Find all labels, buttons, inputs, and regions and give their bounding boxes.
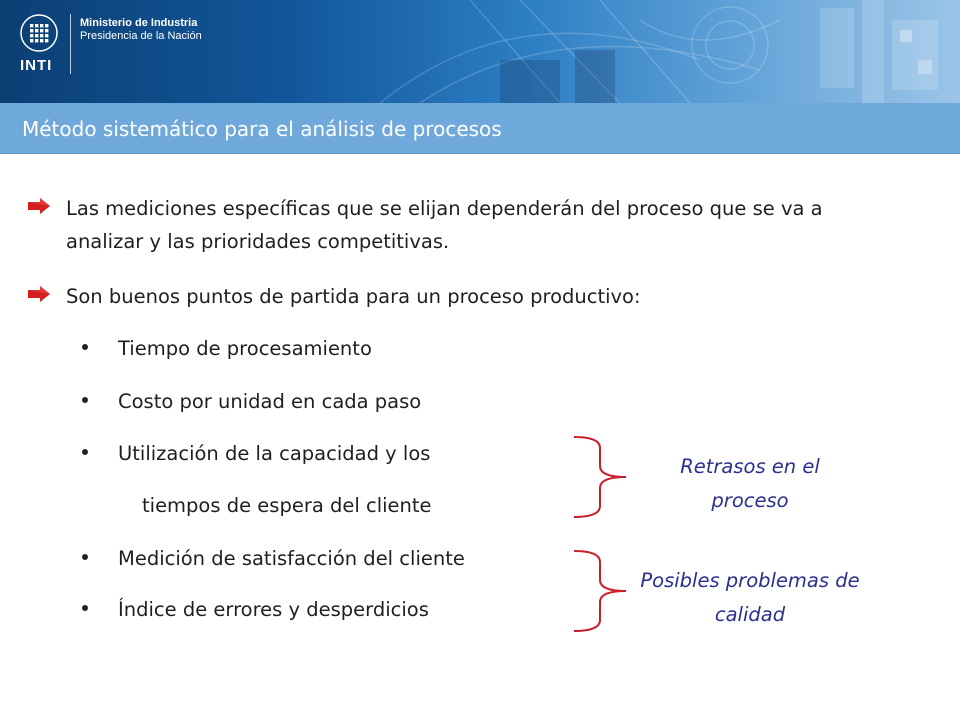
- sub-item: Utilización de la capacidad y los: [118, 442, 431, 465]
- right-brace-icon: [570, 434, 630, 520]
- sub-item: Medición de satisfacción del cliente: [118, 547, 465, 570]
- title-bar: [0, 103, 960, 154]
- annotation-quality: Posibles problemas de calidad: [640, 569, 860, 626]
- sub-bullet-dot: [82, 605, 88, 611]
- sub-item: Índice de errores y desperdicios: [118, 598, 429, 621]
- bullet-paragraph-2: Son buenos puntos de partida para un proceso productivo:: [66, 285, 641, 308]
- annotation-delays: Retrasos en el proceso: [680, 455, 820, 512]
- red-arrow-bullet-icon: [28, 198, 50, 214]
- sub-item: Tiempo de procesamiento: [118, 337, 372, 360]
- ministry-line-2: Presidencia de la Nación: [80, 30, 202, 42]
- ministry-line-1: Ministerio de Industria: [80, 17, 198, 29]
- logo-divider: [70, 14, 71, 74]
- sub-item-continuation: tiempos de espera del cliente: [142, 494, 432, 517]
- right-brace-icon: [570, 548, 630, 634]
- header-banner: [0, 0, 960, 103]
- industrial-background-image: [0, 0, 960, 103]
- logo-text: INTI: [20, 57, 53, 74]
- bullet-paragraph-1: Las mediciones específicas que se elijan dependerán del proceso que se va a analizar y las prioridades competitivas.: [66, 197, 823, 253]
- sub-bullet-dot: [82, 554, 88, 560]
- sub-bullet-dot: [82, 344, 88, 350]
- sub-bullet-dot: [82, 397, 88, 403]
- ministry-label: [80, 17, 202, 43]
- slide-title: Método sistemático para el análisis de procesos: [22, 117, 502, 141]
- red-arrow-bullet-icon: [28, 286, 50, 302]
- sub-bullet-dot: [82, 449, 88, 455]
- sub-item: Costo por unidad en cada paso: [118, 390, 422, 413]
- inti-logo-icon: [20, 14, 58, 52]
- slide-content: [0, 154, 960, 720]
